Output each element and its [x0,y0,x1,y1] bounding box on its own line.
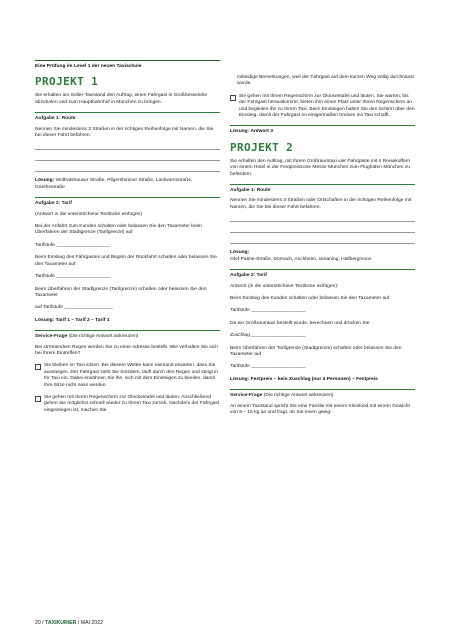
divider [230,389,415,390]
project2-intro: Sie erhalten den Auftrag, mit Ihrem Großraumtaxi vier Fahrgäste mit 4 Reisekoffern von einem Hotel in der Festpreiszone Messe München zum Flughafen München zu befördern. [230,158,411,177]
task2-solution: Lösung: Tarif 1 – Tarif 2 – Tarif 1 [35,317,110,323]
service-title: Service-Frage [35,334,68,340]
task2-question-2: Beim Einstieg des Fahrgastes und Beginn der Rückfahrt schalten oder belassen Sie den Taxameter auf [35,255,217,267]
divider [230,125,415,126]
checkbox-icon[interactable] [230,95,236,101]
service-hint: (Die richtige Antwort ankreuzen) [67,334,139,340]
left-column [35,60,220,414]
task2-question-2: Da ein Großraumtaxi bestellt wurde, berechnen und drücken Sie [230,320,370,326]
task1-title: Aufgabe 1: Route [230,188,271,194]
divider [230,269,415,270]
answer-line [35,160,220,161]
solution-text: Wolfratshauser Straße, Pilgersheimer Straße, Lindwurmstraße, Goethestraße [35,178,193,190]
task2-blank-3: auf Tarifstufe __________________ [35,305,114,311]
solution-label: Lösung: [230,250,250,256]
task1-solution [230,250,415,263]
task2-instruction: (Antwort in die unterstrichene Textlücke einfügen) [35,211,143,217]
page-footer: 20 / TAXIKURIER / MAI 2022 [35,620,103,626]
task2-title: Aufgabe 2: Tarif [230,273,267,279]
service-question: An einem Taxistand spricht Sie eine Familie mit einem Kleinkind mit einem Gewicht von 9 – 15 kg an und fragt, ob Sie einen geeig- [230,403,410,415]
task1-title: Aufgabe 1: Route [35,116,76,122]
answer-line [35,149,220,150]
task2-blank-1: Tarifstufe ____________________ [35,242,111,248]
divider [35,197,220,198]
option-text: Sie gehen mit Ihrem Regenschirm zur Glockentafel und läuten. Sie warten, bis der Fahrgast herauskommt, bieten ihm einen Platz unter Ihrem Regenschirm an und begleiten ihn zu Ihrem Taxi. Beim Einsteigen halten Sie den Schirm über den Einstieg, damit der Fahrgast so einigermaßen trocken ins Taxi schafft. [239,93,415,119]
project1-title: PROJEKT 1 [35,75,99,89]
task2-question-3: Beim Überfahren der Stadtgrenze (Tarifgrenze) schalten oder belassen Sie den Taxameter [35,286,207,298]
service-solution: Lösung: Antwort 3 [230,129,274,135]
answer-line [230,232,415,233]
divider [35,112,220,113]
task1-text: Nennen Sie mindestens 3 Straßen oder Ortschaften in der richtigen Reihenfolge mit Namen, die Sie bei dieser Fahrt befahren. [230,198,412,210]
task1-text: Nennen Sie mindestens 3 Straßen in der richtigen Reihenfolge mit Namen, die Sie bei dieser Fahrt befahren. [35,126,214,139]
checkbox-icon[interactable] [35,364,41,370]
answer-line [230,221,415,222]
divider [35,330,220,331]
task2-question-3: Beim Überfahren der Tarifgrenze (Stadtgrenze) schalten oder belassen Sie den Taxameter auf [230,345,402,357]
issue-date: / MAI 2022 [76,620,103,626]
option-text: Sie bleiben im Taxi sitzen. Bei diesem Wetter kann niemand erwarten, dass Sie aussteigen. Der Fahrgast sieht Sie trotzdem, läuft durch den Regen und steigt in Ihr Taxi ein. Dabei erwähnen Sie ihn, sich mit dem Einsteigen zu beeilen, damit Ihre Sitze nicht nass werden. [44,363,218,388]
task2-solution: Lösung: Festpreis – kein Zuschlag (nur 4 Personen) – Festpreis [230,376,378,382]
solution-text: Olof-Palme-Straße, Dornach, Aschheim, Ismaning, Hallbergmoos [230,256,372,262]
task2-blank-2: Tarifstufe ____________________ [35,274,111,280]
task2-question-1: Beim Einstieg des Kunden schalten oder belassen Sie den Taxameter auf [230,295,390,301]
solution-label: Lösung: [35,178,55,184]
service-heading [230,393,415,399]
checkbox-icon[interactable] [35,396,41,402]
service-heading [35,334,220,340]
service-title: Service-Frage [230,393,263,399]
task2-blank-2: Zuschlag ____________________ [230,333,306,339]
task2-instruction: Antwort (in die unterstrichene Textlücke einfügen): [230,283,339,289]
page-number: 20 [35,620,41,626]
option-2-continued: mitleidige Bemerkungen, weil der Fahrgast auf dem kurzen Weg völlig durchnässt wurde. [237,75,414,87]
magazine-name: TAXIKURIER [45,620,77,626]
task2-title: Aufgabe 2: Tarif [35,201,72,207]
topic-heading: Eine Prüfung im Level 1 der neuen Taxischule [35,64,142,69]
service-option-1 [35,363,220,389]
project1-intro: Sie erhalten am Soller-Taxistand den Auftrag, einen Fahrgast in Großhesselohe abzuholen und zum Hauptbahnhof in München zu bringen. [35,93,208,105]
task2-blank-1: Tarifstufe ____________________ [230,308,306,314]
service-question: Bei strömendem Regen werden Sie zu einer Adresse bestellt. Wie verhalten Sie sich bei Ihrem Eintreffen? [35,344,218,356]
service-option-2 [35,395,220,414]
service-option-3 [230,94,415,120]
project2-title: PROJEKT 2 [230,140,294,154]
task2-question-1: Bei der Anfahrt zum Kunden schalten oder belassen Sie den Taxameter beim Überfahren der Stadtgrenze (Tarifgrenze) auf [35,224,202,236]
task2-blank-3: Tarifstufe ____________________ [230,364,306,370]
divider [35,60,220,61]
right-column [230,75,415,422]
service-hint: (Die richtige Antwort ankreuzen) [262,393,334,399]
divider [230,184,415,185]
task1-solution [35,178,220,191]
option-text: Sie gehen mit Ihrem Regenschirm zur Glockentafel und läuten. Anschließend gehen Sie möglichst schnell wieder zu Ihrem Taxi zurück. Nachdem der Fahrgast eingestiegen ist, machen Sie [44,394,220,413]
